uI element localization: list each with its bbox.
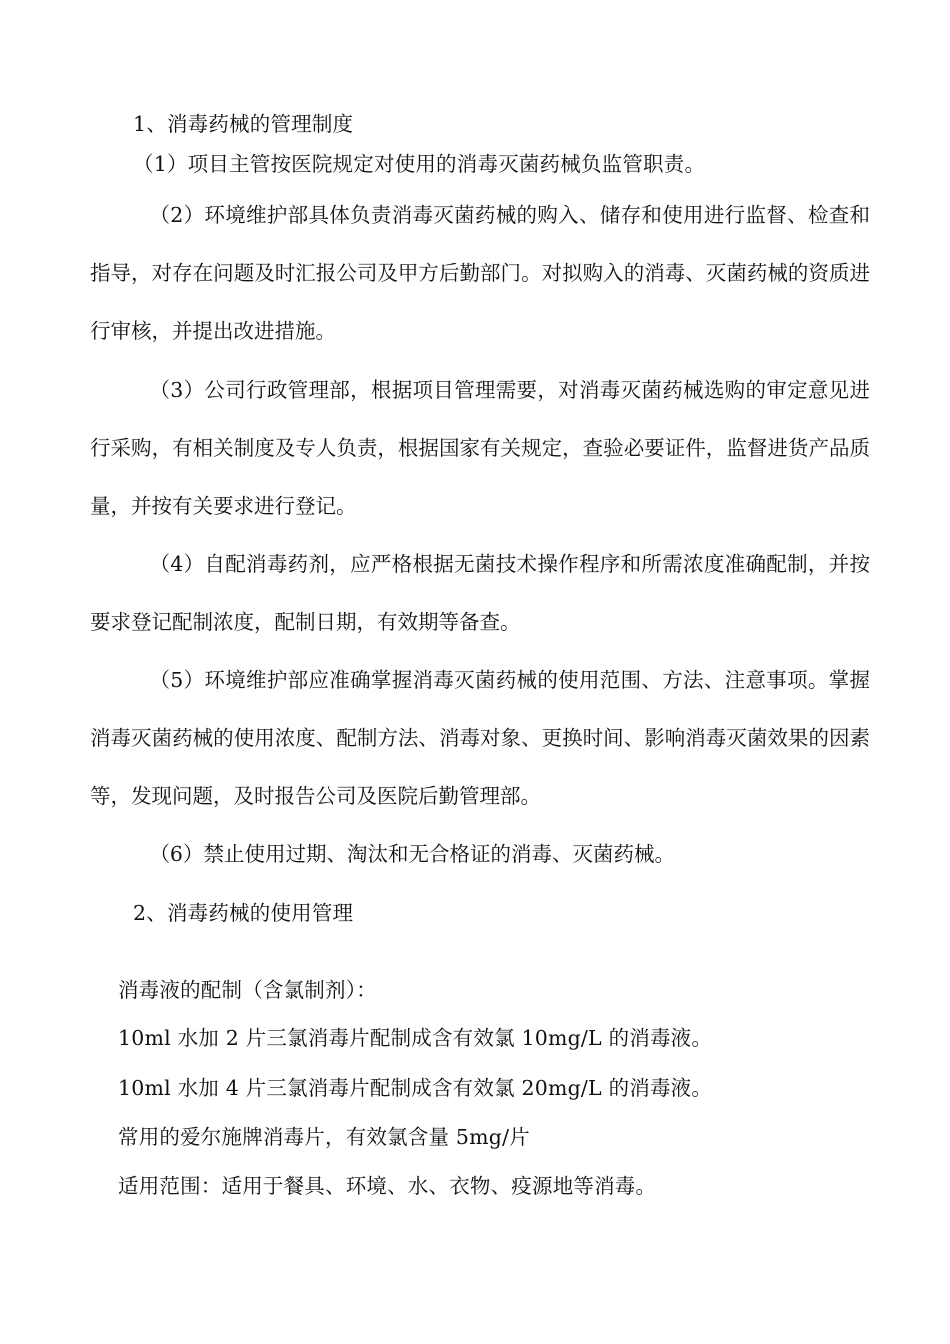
- section1-item-2: （2）环境维护部具体负责消毒灭菌药械的购入、储存和使用进行监督、检查和指导，对存在问题及时汇报公司及甲方后勤部门。对拟购入的消毒、灭菌药械的资质进行审核，并提出改进措施。: [90, 203, 870, 343]
- section2-line-1: 消毒液的配制（含氯制剂）：: [118, 978, 377, 1002]
- section1-item-6: （6）禁止使用过期、淘汰和无合格证的消毒、灭菌药械。: [149, 842, 675, 866]
- section1-item-5: （5）环境维护部应准确掌握消毒灭菌药械的使用范围、方法、注意事项。掌握消毒灭菌药械的使用浓度、配制方法、消毒对象、更换时间、影响消毒灭菌效果的因素等，发现问题，及时报告公司及医院后勤管理部。: [90, 668, 870, 808]
- section2-line-5: 适用范围：适用于餐具、环境、水、衣物、疫源地等消毒。: [118, 1174, 657, 1198]
- section1-heading: 1、消毒药械的管理制度: [133, 112, 354, 136]
- section1-item-4: （4）自配消毒药剂，应严格根据无菌技术操作程序和所需浓度准确配制，并按要求登记配制浓度，配制日期，有效期等备查。: [90, 552, 870, 634]
- section2-line-4: 常用的爱尔施牌消毒片，有效氯含量 5mg/片: [118, 1125, 530, 1149]
- section2-line-3: 10ml 水加 4 片三氯消毒片配制成含有效氯 20mg/L 的消毒液。: [118, 1076, 713, 1100]
- section1-item-1: （1）项目主管按医院规定对使用的消毒灭菌药械负监管职责。: [133, 152, 706, 176]
- section2-line-2: 10ml 水加 2 片三氯消毒片配制成含有效氯 10mg/L 的消毒液。: [118, 1026, 713, 1050]
- section2-heading: 2、消毒药械的使用管理: [133, 901, 354, 925]
- section1-item-3: （3）公司行政管理部，根据项目管理需要，对消毒灭菌药械选购的审定意见进行采购，有相关制度及专人负责，根据国家有关规定，查验必要证件，监督进货产品质量，并按有关要求进行登记。: [90, 378, 870, 518]
